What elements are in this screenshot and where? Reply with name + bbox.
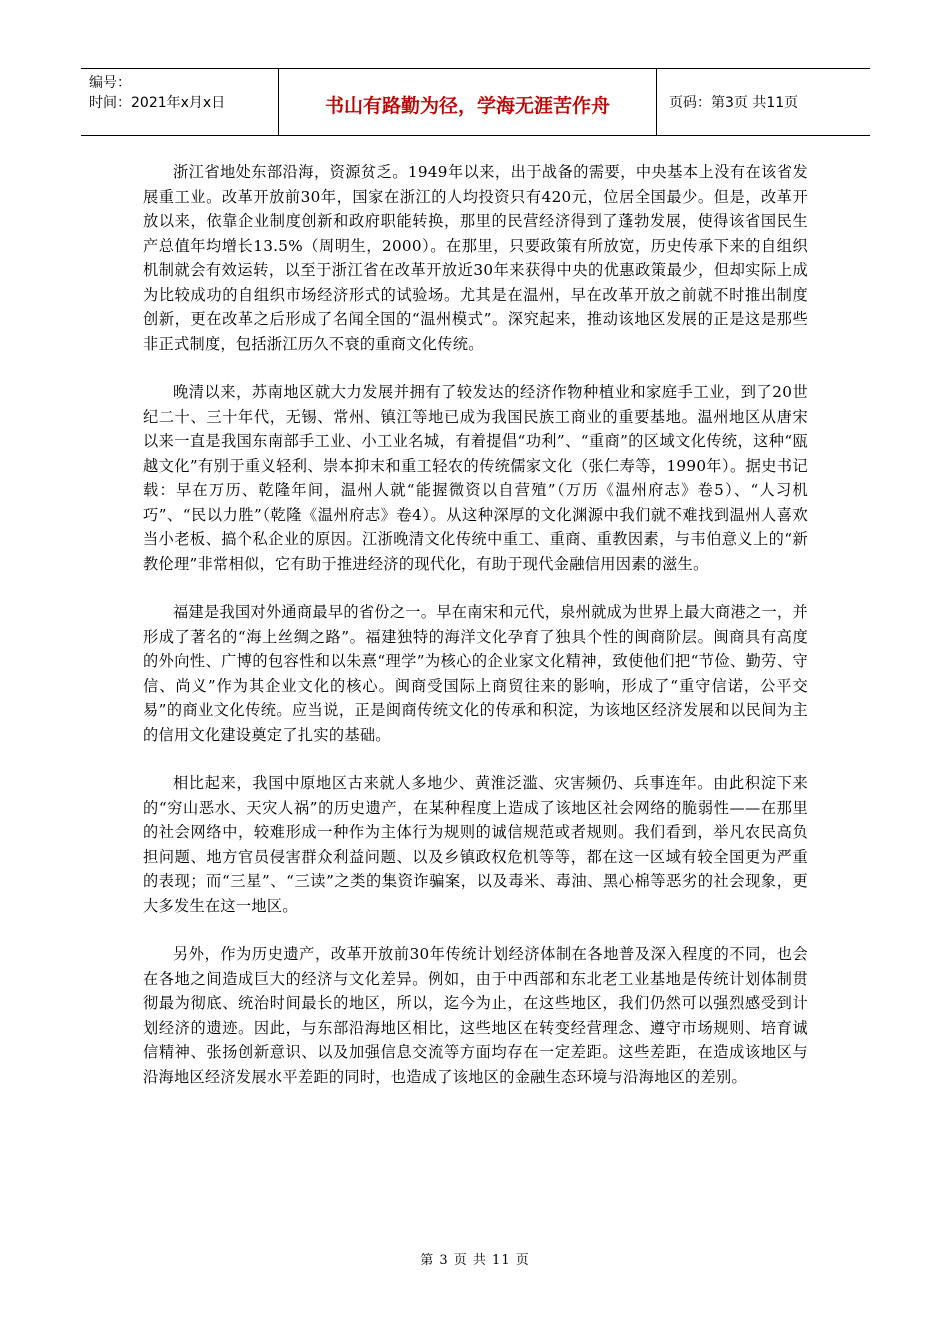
paragraph-planned-economy: 另外，作为历史遗产，改革开放前30年传统计划经济体制在各地普及深入程度的不同，也会在各地之间造成巨大的经济与文化差异。例如，由于中西部和东北老工业基地是传统计划体制贯彻最为彻底、统治时间最长的地区，所以，迄今为止，在这些地区，我们仍然可以强烈感受到计划经济的遗迹。因此，与东部沿海地区相比，这些地区在转变经营理念、遵守市场规则、培育诚信精神、张扬创新意识、以及加强信息交流等方面均存在一定差距。这些差距，在造成该地区与沿海地区经济发展水平差距的同时，也造成了该地区的金融生态环境与沿海地区的差别。 bbox=[143, 945, 808, 1086]
date-label: 时间：2021年x月x日 bbox=[89, 95, 226, 111]
paragraph-zhejiang: 浙江省地处东部沿海，资源贫乏。1949年以来，出于战备的需要，中央基本上没有在该省发展重工业。改革开放前30年，国家在浙江的人均投资只有420元，位居全国最少。但是，改革开放以来，依靠企业制度创新和政府职能转换，那里的民营经济得到了蓬勃发展，使得该省国民生产总值年均增长13.5%（周明生，2000）。在那里，只要政策有所放宽，历史传承下来的自组织机制就会有效运转，以至于浙江省在改革开放近30年来获得中央的优惠政策最少，但却实际上成为比较成功的自组织市场经济形式的试验场。尤其是在温州，早在改革开放之前就不时推出制度创新，更在改革之后形成了名闻全国的“温州模式”。深究起来，推动该地区发展的正是这是那些非正式制度，包括浙江历久不衰的重商文化传统。 bbox=[143, 163, 808, 353]
doc-number-label: 编号： bbox=[89, 75, 131, 91]
page-info: 页码：第3页 共11页 bbox=[669, 95, 799, 111]
paragraph-sunan-wenzhou: 晚清以来，苏南地区就大力发展并拥有了较发达的经济作物种植业和家庭手工业，到了20世纪二十、三十年代，无锡、常州、镇江等地已成为我国民族工商业的重要基地。温州地区从唐宋以来一直是我国东南部手工业、小工业名城，有着提倡“功利”、“重商”的区域文化传统，这种“瓯越文化”有别于重义轻利、崇本抑末和重工轻农的传统儒家文化（张仁寿等，1990年）。据史书记载：早在万历、乾隆年间，温州人就“能握微资以自营殖”（万历《温州府志》卷5）、“人习机巧”、“民以力胜”（乾隆《温州府志》卷4）。从这种深厚的文化渊源中我们就不难找到温州人喜欢当小老板、搞个私企业的原因。江浙晚清文化传统中重工、重商、重教因素，与韦伯意义上的“新教伦理”非常相似，它有助于推进经济的现代化，有助于现代金融信用因素的滋生。 bbox=[143, 383, 808, 573]
page-footer bbox=[0, 1249, 950, 1268]
paragraph-central-plains: 相比起来，我国中原地区古来就人多地少、黄淮泛滥、灾害频仍、兵事连年。由此积淀下来的“穷山恶水、天灾人祸”的历史遗产，在某种程度上造成了该地区社会网络的脆弱性——在那里的社会网络中，较难形成一种作为主体行为规则的诚信规范或者规则。我们看到，举凡农民高负担问题、地方官员侵害群众利益问题、以及乡镇政权危机等等，都在这一区域有较全国更为严重的表现；而“三星”、“三读”之类的集资诈骗案，以及毒米、毒油、黑心棉等恶劣的社会现象，更大多发生在这一地区。 bbox=[143, 774, 808, 915]
header-meta-cell bbox=[81, 69, 279, 135]
paragraph-fujian: 福建是我国对外通商最早的省份之一。早在南宋和元代，泉州就成为世界上最大商港之一，并形成了著名的“海上丝绸之路”。福建独特的海洋文化孕育了独具个性的闽商阶层。闽商具有高度的外向性、广博的包容性和以朱熹“理学”为核心的企业家文化精神，致使他们把“节俭、勤劳、守信、尚义”作为其企业文化的核心。闽商受国际上商贸往来的影响，形成了“重守信诺，公平交易”的商业文化传统。应当说，正是闽商传统文化的传承和积淀，为该地区经济发展和以民间为主的信用文化建设奠定了扎实的基础。 bbox=[143, 603, 808, 744]
motto-text: 书山有路勤为径，学海无涯苦作舟 bbox=[324, 94, 610, 117]
page-header bbox=[81, 68, 870, 136]
document-body bbox=[143, 160, 808, 1113]
header-page-cell bbox=[657, 69, 870, 135]
header-motto-cell bbox=[279, 69, 657, 135]
footer-page-number: 第 3 页 共 11 页 bbox=[420, 1253, 530, 1268]
